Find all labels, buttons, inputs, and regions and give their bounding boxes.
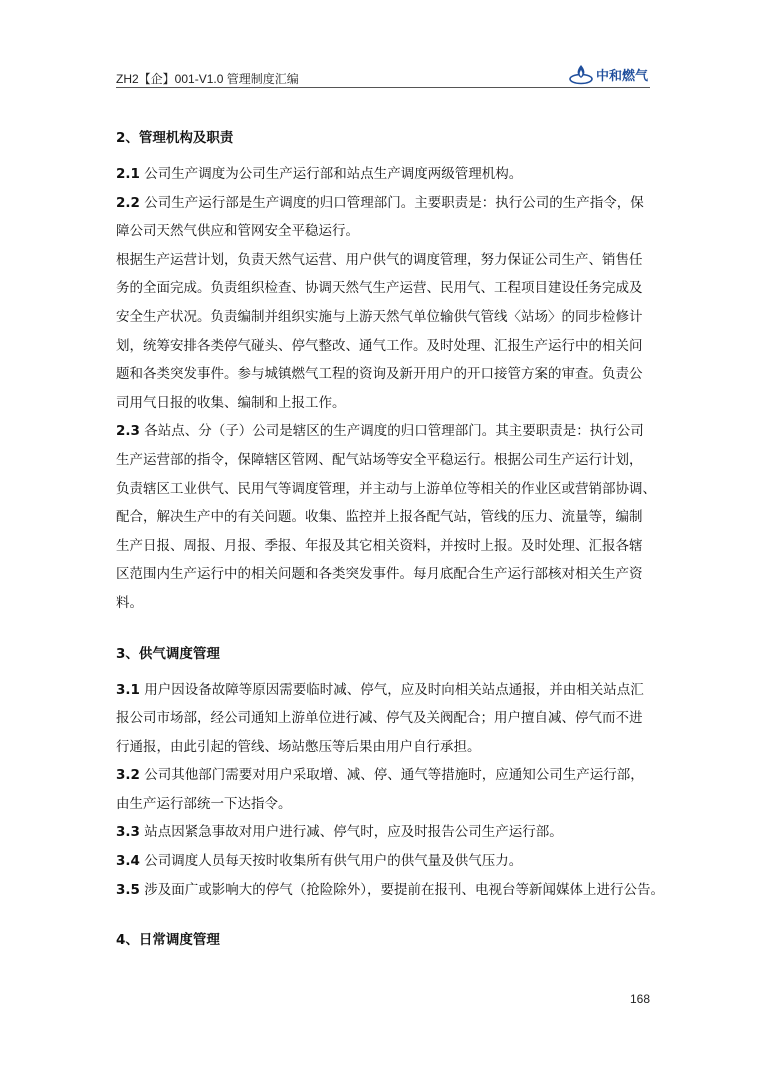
paragraph-line: 负责辖区工业供气、民用气等调度管理，并主动与上游单位等相关的作业区或营销部协调、 bbox=[116, 480, 656, 497]
document-body bbox=[116, 124, 664, 954]
paragraph-line: 公司生产运行部是生产调度的归口管理部门。主要职责是：执行公司的生产指令，保 bbox=[144, 194, 644, 211]
paragraph-2-1 bbox=[116, 160, 650, 189]
page-number: 168 bbox=[629, 992, 650, 1006]
page-header bbox=[116, 60, 650, 86]
paragraph-line: 区范围内生产运行中的相关问题和各类突发事件。每月底配合生产运行部核对相关生产资 bbox=[116, 566, 643, 583]
clause-number: 2.2 bbox=[116, 194, 140, 211]
company-logo bbox=[568, 62, 648, 86]
paragraph-line: 公司生产调度为公司生产运行部和站点生产调度两级管理机构。 bbox=[144, 166, 523, 182]
paragraph-2-2 bbox=[116, 189, 650, 246]
paragraph-line: 务的全面完成。负责组织检查、协调天然气生产运营、民用气、工程项目建设任务完成及 bbox=[116, 280, 643, 297]
flame-logo-icon bbox=[568, 63, 594, 85]
paragraph-line: 划，统筹安排各类停气碰头、停气整改、通气工作。及时处理、汇报生产运行中的相关问 bbox=[116, 337, 643, 354]
paragraph-line: 配合，解决生产中的有关问题。收集、监控并上报各配气站，管线的压力、流量等，编制 bbox=[116, 509, 643, 526]
paragraph-line: 公司其他部门需要对用户采取增、减、停、通气等措施时，应通知公司生产运行部， bbox=[144, 767, 644, 784]
section-heading: 2、管理机构及职责 bbox=[116, 130, 234, 146]
header-title: ZH2【企】001-V1.0 管理制度汇编 bbox=[116, 72, 299, 86]
paragraph-line: 各站点、分（子）公司是辖区的生产调度的归口管理部门。其主要职责是：执行公司 bbox=[144, 423, 644, 440]
paragraph-line: 障公司天然气供应和管网安全平稳运行。 bbox=[116, 223, 359, 240]
paragraph-line: 安全生产状况。负责编制并组织实施与上游天然气单位输供气管线〈站场〉的同步检修计 bbox=[116, 308, 643, 325]
clause-number: 3.5 bbox=[116, 881, 140, 898]
paragraph-line: 用户因设备故障等原因需要临时减、停气，应及时向相关站点通报，并由相关站点汇 bbox=[144, 681, 644, 698]
paragraph-line: 涉及面广或影响大的停气（抢险除外），要提前在报刊、电视台等新闻媒体上进行公告。 bbox=[144, 881, 664, 898]
paragraph-line: 司用气日报的收集、编制和上报工作。 bbox=[116, 394, 346, 411]
paragraph-2-3 bbox=[116, 417, 656, 617]
paragraph-line: 生产运营部的指令，保障辖区管网、配气站场等安全平稳运行。根据公司生产运行计划， bbox=[116, 451, 643, 468]
paragraph-3-2 bbox=[116, 761, 650, 818]
paragraph-3-3 bbox=[116, 818, 650, 847]
clause-number: 2.1 bbox=[116, 166, 140, 182]
paragraph-line: 行通报，由此引起的管线、场站憋压等后果由用户自行承担。 bbox=[116, 738, 481, 755]
paragraph-3-1 bbox=[116, 676, 650, 762]
paragraph-3-4 bbox=[116, 847, 650, 876]
section-heading: 4、日常调度管理 bbox=[116, 932, 220, 949]
paragraph-line: 题和各类突发事件。参与城镇燃气工程的资询及新开用户的开口接管方案的审查。负责公 bbox=[116, 366, 643, 383]
paragraph-line: 生产日报、周报、月报、季报、年报及其它相关资料，并按时上报。及时处理、汇报各辖 bbox=[116, 537, 643, 554]
clause-number: 3.1 bbox=[116, 681, 140, 698]
paragraph-line: 站点因紧急事故对用户进行减、停气时，应及时报告公司生产运行部。 bbox=[144, 824, 563, 841]
logo-text: 中和燃气 bbox=[595, 68, 648, 84]
paragraph-3-5 bbox=[116, 876, 664, 905]
paragraph-line: 报公司市场部，经公司通知上游单位进行减、停气及关阀配合；用户擅自减、停气而不进 bbox=[116, 710, 643, 727]
paragraph-line: 由生产运行部统一下达指令。 bbox=[116, 795, 292, 812]
paragraph-2-2-duties bbox=[116, 246, 650, 418]
paragraph-line: 根据生产运营计划，负责天然气运营、用户供气的调度管理，努力保证公司生产、销售任 bbox=[116, 251, 643, 268]
clause-number: 2.3 bbox=[116, 423, 140, 440]
clause-number: 3.3 bbox=[116, 824, 140, 841]
header-divider bbox=[116, 87, 650, 88]
section-heading: 3、供气调度管理 bbox=[116, 645, 220, 662]
clause-number: 3.4 bbox=[116, 853, 140, 870]
clause-number: 3.2 bbox=[116, 767, 140, 784]
paragraph-line: 公司调度人员每天按时收集所有供气用户的供气量及供气压力。 bbox=[144, 853, 523, 870]
paragraph-line: 料。 bbox=[116, 594, 143, 611]
